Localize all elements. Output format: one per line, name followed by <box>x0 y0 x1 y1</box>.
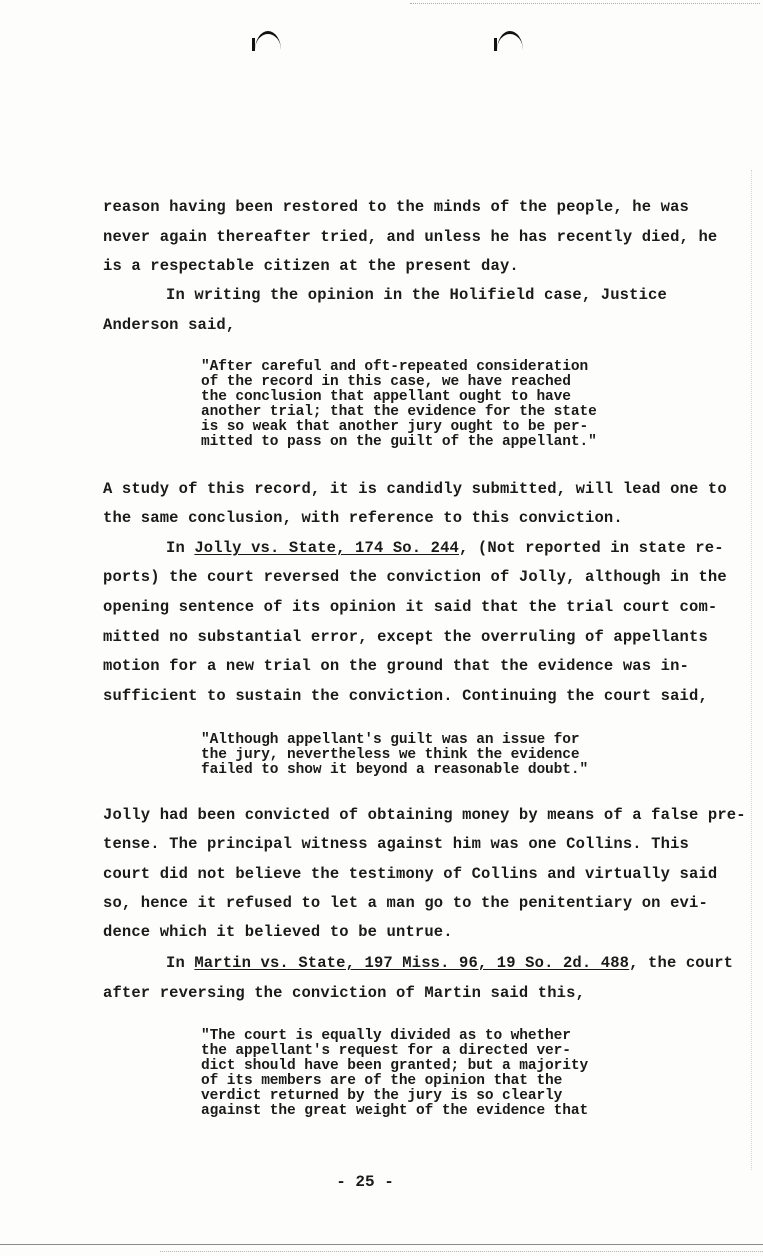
para3-line-2: the same conclusion, with reference to this conviction. <box>103 509 623 527</box>
para4-line-3: opening sentence of its opinion it said that the trial court com- <box>103 598 718 616</box>
quote1-line-2: of the record in this case, we have reached <box>201 374 571 390</box>
quote3-line-3: dict should have been granted; but a majority <box>201 1058 589 1074</box>
quote3-line-1: "The court is equally divided as to whether <box>201 1028 571 1044</box>
para5-line-5: dence which it believed to be untrue. <box>103 923 453 941</box>
martin-citation: Martin vs. State, 197 Miss. 96, 19 So. 2d. 488 <box>194 954 630 972</box>
page-number: - 25 - <box>336 1173 394 1191</box>
quote3-line-4: of its members are of the opinion that the <box>201 1073 563 1089</box>
para4-line-4: mitted no substantial error, except the overruling of appellants <box>103 628 708 646</box>
para4-rest: , (Not reported in state re- <box>459 539 724 557</box>
para1-line-3: is a respectable citizen at the present day. <box>103 257 519 275</box>
quote2-line-2: the jury, nevertheless we think the evidence <box>201 747 580 763</box>
binding-hole-right-icon <box>497 31 523 50</box>
bottom-edge-rule-dotted <box>160 1251 763 1252</box>
quote2-line-1: "Although appellant's guilt was an issue for <box>201 732 580 748</box>
para4-intro: In <box>166 539 195 557</box>
para4-line-5: motion for a new trial on the ground that the evidence was in- <box>103 657 689 675</box>
para2-line-1: In writing the opinion in the Holifield case, Justice <box>166 286 667 304</box>
quote2-line-3: failed to show it beyond a reasonable doubt." <box>201 762 589 778</box>
para4-line-6: sufficient to sustain the conviction. Continuing the court said, <box>103 687 708 705</box>
para5-line-2: tense. The principal witness against him was one Collins. This <box>103 835 689 853</box>
quote1-line-3: the conclusion that appellant ought to have <box>201 389 571 405</box>
para6-line-2: after reversing the conviction of Martin said this, <box>103 984 586 1002</box>
para1-line-2: never again thereafter tried, and unless he has recently died, he <box>103 228 718 246</box>
para4-line-1 <box>166 539 724 557</box>
quote1-line-1: "After careful and oft-repeated consideration <box>201 359 589 375</box>
right-edge-mark <box>751 170 753 1170</box>
para3-line-1: A study of this record, it is candidly submitted, will lead one to <box>103 480 727 498</box>
para6-rest: , the court <box>629 954 734 972</box>
para6-intro: In <box>166 954 195 972</box>
para2-line-2: Anderson said, <box>103 316 236 334</box>
binding-hole-left-icon <box>255 31 281 50</box>
para5-line-1: Jolly had been convicted of obtaining money by means of a false pre- <box>103 806 746 824</box>
para4-line-2: ports) the court reversed the conviction of Jolly, although in the <box>103 568 727 586</box>
jolly-citation: Jolly vs. State, 174 So. 244 <box>194 539 460 557</box>
quote3-line-5: verdict returned by the jury is so clearly <box>201 1088 563 1104</box>
quote3-line-6: against the great weight of the evidence that <box>201 1103 589 1119</box>
bottom-edge-rule <box>0 1244 763 1245</box>
quote1-line-4: another trial; that the evidence for the state <box>201 404 597 420</box>
para5-line-3: court did not believe the testimony of Collins and virtually said <box>103 865 718 883</box>
quote1-line-6: mitted to pass on the guilt of the appellant." <box>201 434 597 450</box>
para1-line-1: reason having been restored to the minds of the people, he was <box>103 198 689 216</box>
top-edge-rule <box>410 3 760 4</box>
quote1-line-5: is so weak that another jury ought to be per- <box>201 419 589 435</box>
para6-line-1 <box>166 954 733 972</box>
quote3-line-2: the appellant's request for a directed ver- <box>201 1043 571 1059</box>
para5-line-4: so, hence it refused to let a man go to the penitentiary on evi- <box>103 894 708 912</box>
